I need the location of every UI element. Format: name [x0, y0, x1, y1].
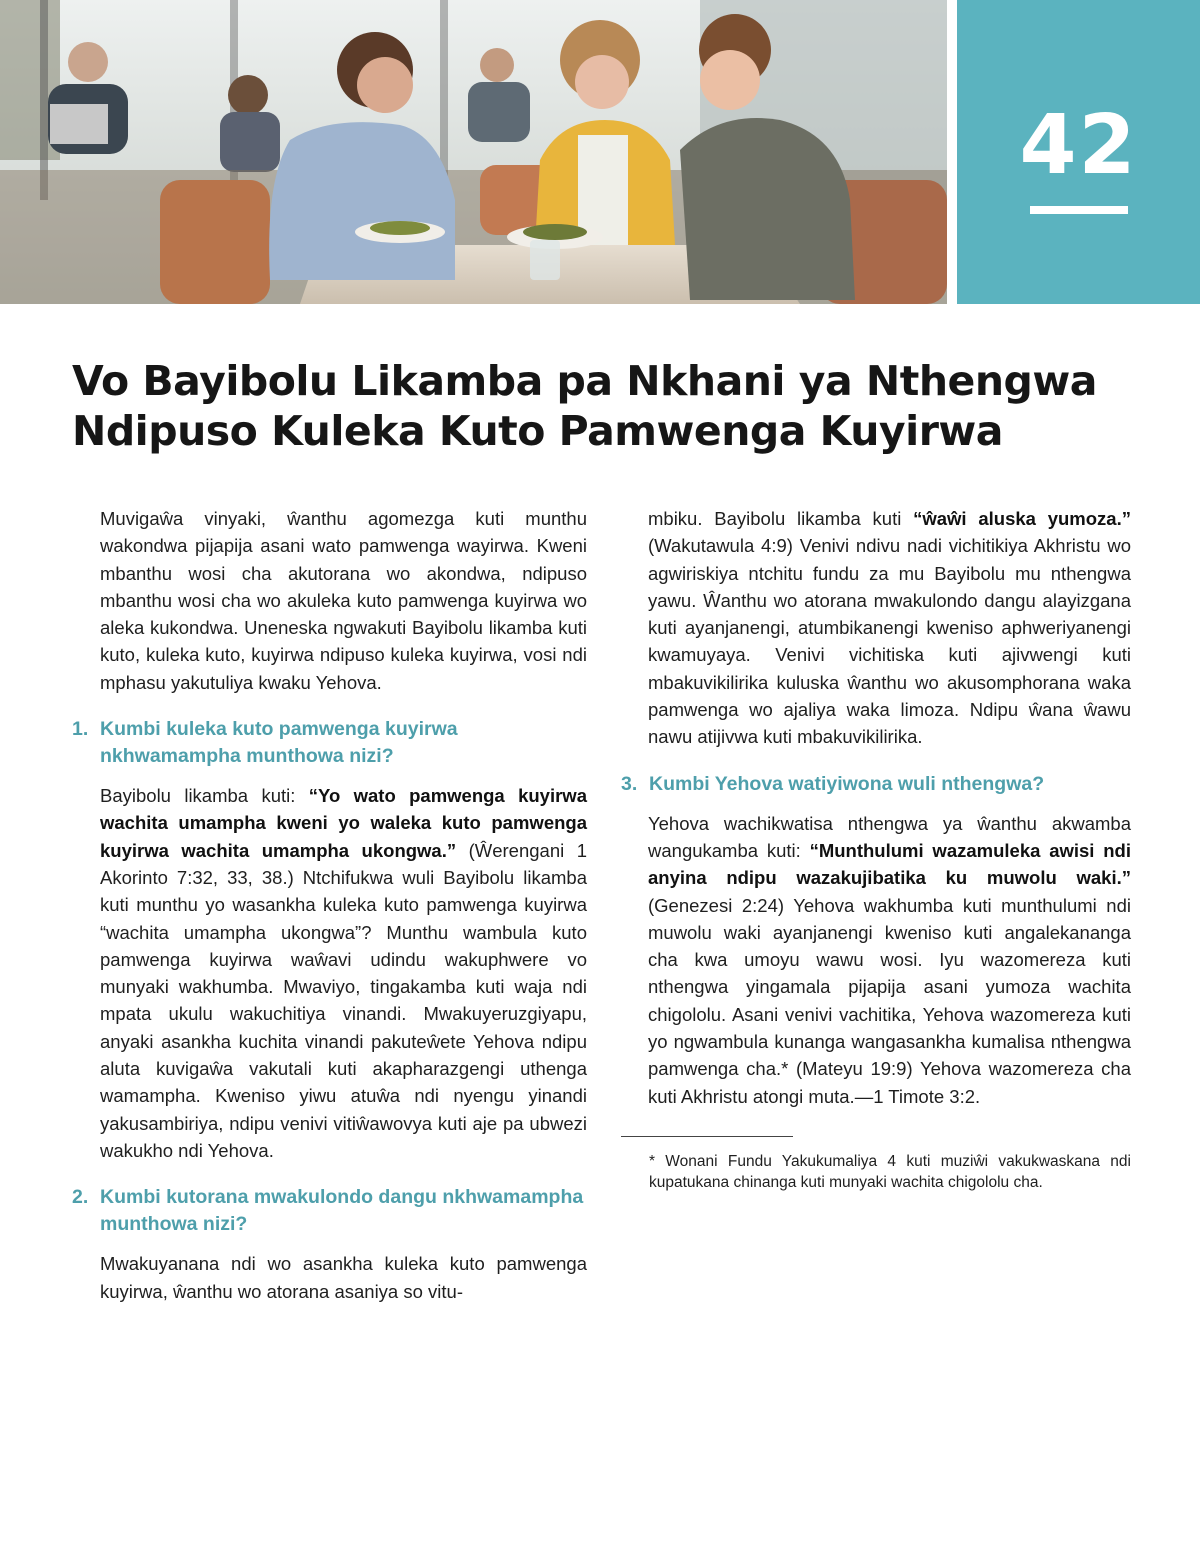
question-2-number: 2. [72, 1186, 89, 1209]
question-2-answer-lead: mbiku. Bayibolu likamba kuti [648, 508, 914, 529]
question-1-answer [100, 782, 587, 1164]
page-title [72, 356, 1152, 456]
question-1-quote: “Yo wato pamwenga kuyirwa wachita umampha kweni yo waleka kuto pamwenga kuyirwa wachita umampha ukongwa.” [100, 785, 587, 861]
cafe-photo-illustration [0, 0, 947, 304]
question-3-heading [621, 771, 1131, 798]
question-2-answer-continued [648, 505, 1131, 751]
question-3-answer-lead: Yehova wachikwatisa nthengwa ya ŵanthu akwamba wangukamba kuti: [648, 812, 1131, 861]
page-title-line-2: Ndipuso Kuleka Kuto Pamwenga Kuyirwa [72, 407, 1003, 455]
footnote-divider [621, 1136, 793, 1137]
question-2-answer-body: (Wakutawula 4:9) Venivi ndivu nadi vichitikiya Akhristu wo agwiriskiya ntchitu fundu za mu Bayibolu mu nthengwa yawu. Ŵanthu wo atorana mwakulondo dangu alayizgana kuti ayanjanengi, atumbikanengi kweniso aphweriyanengi kwamuyaya. Venivi vichitiska kuti ajivwengi kuti mbakuvikilirika kuluska ŵanthu wo akusomphorana waka pamwenga wo ajaliya waka limoza. Ndipu ŵana ŵawu nawu atijivwa kuti mbakuvikilirika. [648, 535, 1131, 748]
page-title-line-1: Vo Bayibolu Likamba pa Nkhani ya Nthengwa [72, 357, 1097, 405]
right-column [621, 505, 1131, 1193]
question-2-answer-start: Mwakuyanana ndi wo asankha kuleka kuto pamwenga kuyirwa, ŵanthu wo atorana asaniya so vitu- [100, 1253, 587, 1302]
lesson-number-panel [957, 0, 1200, 304]
question-3-quote: “Munthulumi wazamuleka awisi ndi anyina ndipu wazakujibatika ku muwolu waki.” [648, 839, 1131, 889]
question-1-text: Kumbi kuleka kuto pamwenga kuyirwa nkhwamampha munthowa nizi? [100, 718, 458, 768]
lesson-number: 42 [1019, 98, 1138, 193]
question-2-text: Kumbi kutorana mwakulondo dangu nkhwamampha munthowa nizi? [100, 1186, 584, 1236]
question-2-quote: “ŵaŵi aluska yumoza.” [913, 508, 1131, 529]
question-1-heading [72, 716, 587, 770]
intro-paragraph: Muvigaŵa vinyaki, ŵanthu agomezga kuti munthu wakondwa pijapija asani wato pamwenga wayirwa. Kweni mbanthu wosi cha akutorana wo akondwa, ndipuso mbanthu wosi cha wo akuleka kuto pamwenga kuyirwa wo aleka kukondwa. Uneneska ngwakuti Bayibolu likamba kuti kuto, kuleka kuto, kuyirwa ndipuso kuleka kuyirwa, vosi ndi mphasu yakutuliya kwaku Yehova. [100, 508, 587, 693]
footnote: * Wonani Fundu Yakukumaliya 4 kuti muziŵi vakukwaskana ndi kupatukana chinanga kuti munyaki wachita chigololu cha. [649, 1152, 1131, 1191]
question-1-answer-body: (Ŵerengani 1 Akorinto 7:32, 33, 38.) Ntchifukwa wuli Bayibolu likamba kuti munthu yo wasankha kuleka kuto pamwenga kuyirwa “wachita umampha ukongwa”? Munthu wambula kuto pamwenga kuyirwa waŵavi udindu wakuphwere vo munyaki wakhumba. Mwaviyo, tingakamba kuti waja ndi mpata ukulu wakuchitiya vinandi. Mwakuyeruzgiyapu, anyaki asankha kuchita vinandi pakuteŵete Yehova ndipu aluta kuvigaŵa vakutali kuti akapharazgengi uthenga wamampha. Kweniso yiwu atuŵa ndi nyengu yinandi yakusambiriya, ndipu venivi vitiŵawovya kuti aje pa ubwezi wakukho ndi Yehova. [100, 839, 587, 1161]
question-3-text: Kumbi Yehova watiyiwona wuli nthengwa? [649, 772, 1045, 795]
question-2-heading [72, 1184, 587, 1238]
question-3-number: 3. [621, 772, 638, 795]
cafe-photo [0, 0, 947, 304]
question-3-answer [648, 810, 1131, 1110]
question-3-answer-body: (Genezesi 2:24) Yehova wakhumba kuti munthulumi ndi muwolu waki ayanjanengi kweniso kuti angalekananga cha kwa umoyu wawu wosi. Iyu wazomereza kuti nthengwa yingamala pijapija asani yumoza wachita chigololu. Asani venivi vachitika, Yehova wazomereza kuti yo ngwambula kunanga wangasankha kumalisa nthengwa pamwenga cha.* (Mateyu 19:9) Yehova wazomereza cha kuti Akhristu atongi muta.—1 Timote 3:2. [648, 894, 1131, 1107]
question-1-answer-lead: Bayibolu likamba kuti: [100, 785, 309, 807]
lesson-number-underline [1030, 206, 1128, 214]
left-column [72, 505, 587, 1305]
question-1-number: 1. [72, 718, 89, 741]
